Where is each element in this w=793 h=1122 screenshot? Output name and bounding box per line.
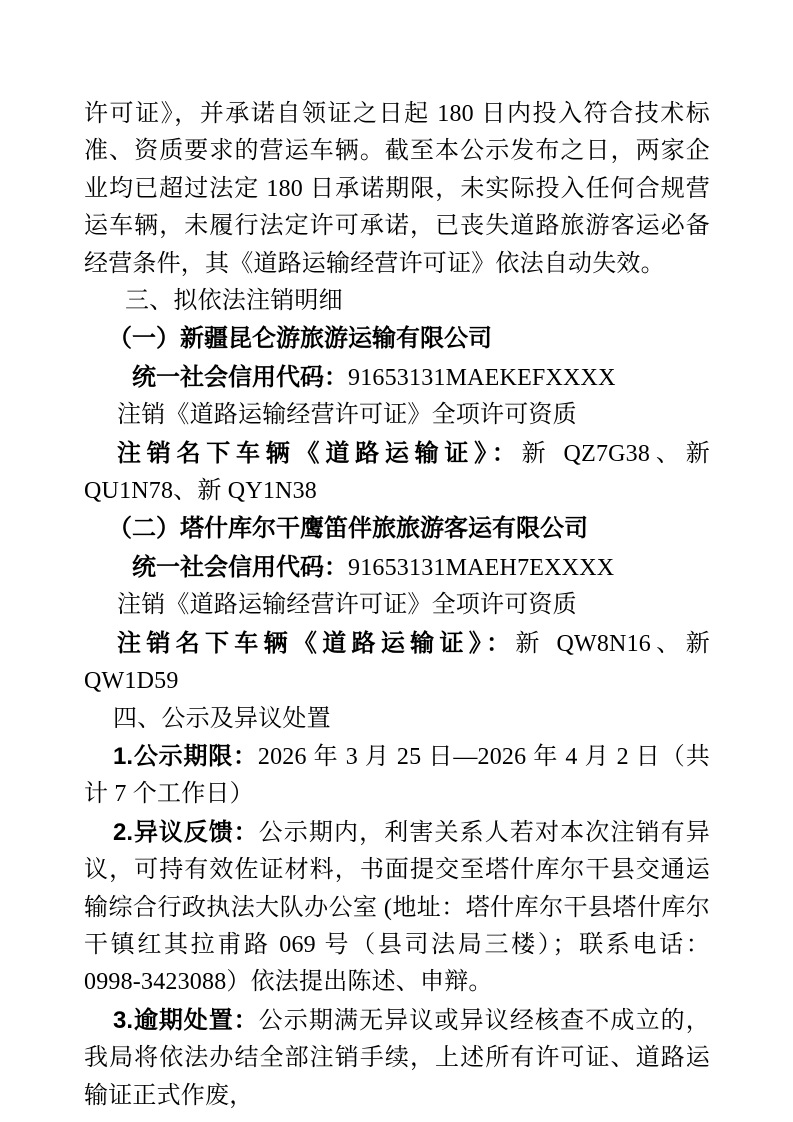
document-body bbox=[84, 96, 710, 1115]
text-run-bold: 注销名下车辆《道路运输证》： bbox=[117, 439, 522, 467]
paragraph-5 bbox=[84, 397, 710, 434]
text-run: 四、公示及异议处置 bbox=[113, 705, 331, 732]
paragraph-12 bbox=[84, 738, 710, 814]
text-run-bold: 2.异议反馈： bbox=[113, 818, 259, 846]
text-run: 新 QW8N16、新 QW1D59 bbox=[84, 630, 710, 695]
paragraph-11 bbox=[84, 701, 710, 738]
text-run: 注销《道路运输经营许可证》全项许可资质 bbox=[117, 592, 577, 619]
text-run: 公示期满无异议或异议经核查不成立的，我局将依法办结全部注销手续，上述所有许可证、道路运输证正式作废， bbox=[84, 1007, 710, 1109]
text-run: 公示期内，利害关系人若对本次注销有异议，可持有效佐证材料，书面提交至塔什库尔干县交通运输综合行政执法大队办公室 (地址：塔什库尔干县塔什库尔干镇红其拉甫路 069 号（县司法局三楼）；联系电话：0998-3423088）依法提出陈述、申辩。 bbox=[84, 819, 710, 996]
text-run: 91653131MAEH7EXXXX bbox=[348, 554, 615, 581]
text-run-bold: 1.公示期限： bbox=[113, 742, 258, 770]
text-run: 91653131MAEKEFXXXX bbox=[348, 364, 616, 391]
paragraph-8 bbox=[84, 549, 710, 587]
text-run-bold: 统一社会信用代码： bbox=[132, 553, 348, 581]
text-run-bold: （一）新疆昆仑游旅游运输有限公司 bbox=[108, 325, 492, 353]
paragraph-3 bbox=[84, 320, 710, 358]
text-run: 2026 年 3 月 25 日—2026 年 4 月 2 日（共计 7 个工作日） bbox=[84, 743, 711, 808]
text-run-bold: （二）塔什库尔干鹰笛伴旅旅游客运有限公司 bbox=[108, 515, 588, 543]
text-run-bold: 注销名下车辆《道路运输证》： bbox=[117, 629, 516, 657]
paragraph-1 bbox=[84, 96, 710, 283]
paragraph-7 bbox=[84, 510, 710, 548]
paragraph-10 bbox=[84, 625, 710, 701]
text-run-bold: 统一社会信用代码： bbox=[132, 363, 348, 391]
paragraph-4 bbox=[84, 359, 710, 397]
paragraph-14 bbox=[84, 1002, 710, 1115]
text-run-bold: 3.逾期处置： bbox=[113, 1006, 259, 1034]
text-run: 许可证》，并承诺自领证之日起 180 日内投入符合技术标准、资质要求的营运车辆。截至本公示发布之日，两家企业均已超过法定 180 日承诺期限，未实际投入任何合规营运车辆，未履行法定许可承诺，已丧失道路旅游客运必备经营条件，其《道路运输经营许可证》依法自动失效。 bbox=[84, 101, 710, 277]
paragraph-6 bbox=[84, 435, 710, 511]
paragraph-13 bbox=[84, 814, 710, 1002]
text-run: 三、拟依法注销明细 bbox=[125, 288, 343, 315]
text-run: 新 QZ7G38、新 QU1N78、新 QY1N38 bbox=[84, 440, 711, 505]
text-run: 注销《道路运输经营许可证》全项许可资质 bbox=[117, 402, 577, 429]
paragraph-2 bbox=[84, 283, 710, 320]
paragraph-9 bbox=[84, 587, 710, 624]
